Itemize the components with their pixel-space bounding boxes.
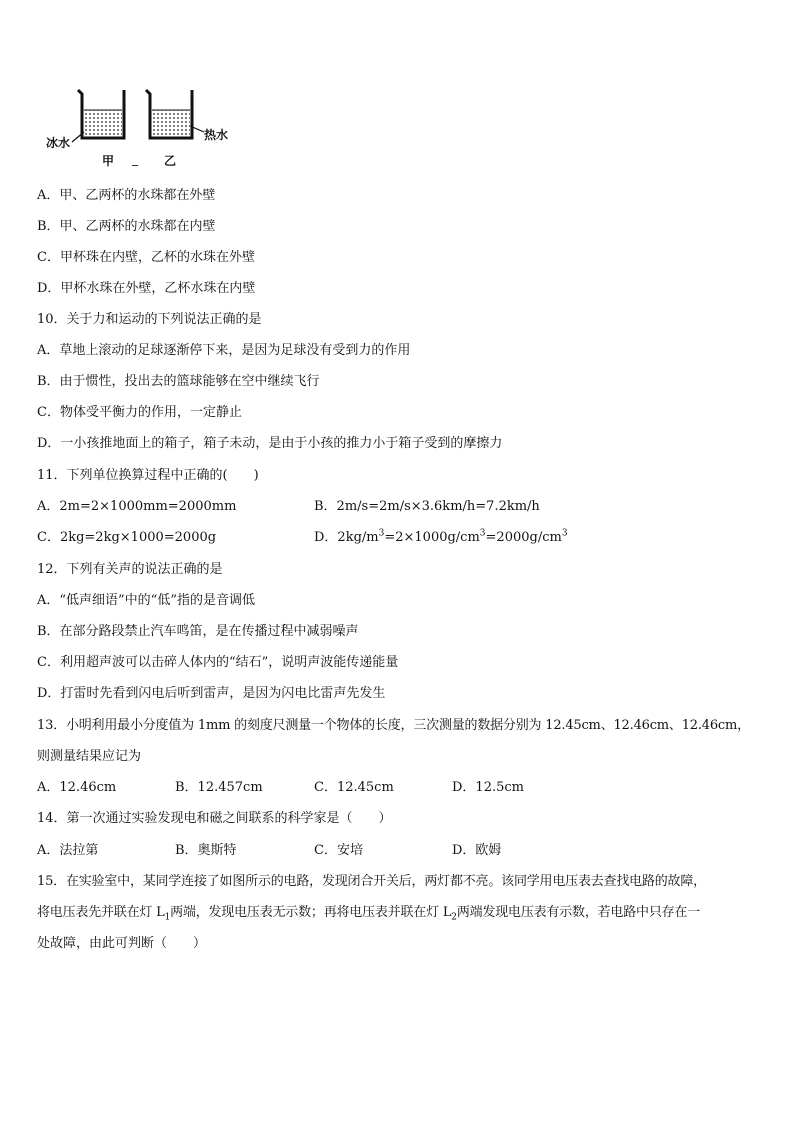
q11-stem: 11．下列单位换算过程中正确的( ) xyxy=(37,468,259,483)
q15-line1: 15．在实验室中，某同学连接了如图所示的电路，发现闭合开关后，两灯都不亮。该同学用电压表去查找电路的故障， xyxy=(37,874,706,889)
beaker-b xyxy=(146,90,204,138)
q11-option-c: C．2kg=2kg×1000=2000g xyxy=(37,530,217,545)
q11-option-d xyxy=(314,529,568,547)
q12-option-d: D．打雷时先看到闪电后听到雷声，是因为闪电比雷声先发生 xyxy=(37,686,386,701)
q12-option-c: C．利用超声波可以击碎人体内的“结石”，说明声波能传递能量 xyxy=(37,655,399,670)
q10-option-d: D．一小孩推地面上的箱子，箱子未动，是由于小孩的推力小于箱子受到的摩擦力 xyxy=(37,436,503,451)
beakers-figure xyxy=(40,84,240,170)
q14-stem: 14．第一次通过实验发现电和磁之间联系的科学家是（ ） xyxy=(37,811,392,826)
q15-line2 xyxy=(37,904,700,922)
beaker-a xyxy=(72,90,124,142)
q9-option-d: D．甲杯水珠在外壁，乙杯水珠在内壁 xyxy=(37,281,256,296)
q13-option-d: D．12.5cm xyxy=(452,780,524,795)
q11-d-sup2: 3 xyxy=(479,528,486,539)
q14-option-b: B．奥斯特 xyxy=(175,843,237,858)
q10-option-c: C．物体受平衡力的作用，一定静止 xyxy=(37,405,242,420)
q13-option-a: A．12.46cm xyxy=(37,780,117,795)
q15-l2-sub2: 2 xyxy=(451,912,457,923)
q13-stem-line2: 则测量结果应记为 xyxy=(37,749,142,764)
q9-option-c: C．甲杯珠在内壁，乙杯的水珠在外壁 xyxy=(37,250,255,265)
q15-l2-part1: 将电压表先并联在灯 L xyxy=(37,905,165,920)
q10-stem: 10．关于力和运动的下列说法正确的是 xyxy=(37,312,262,327)
q9-option-a: A．甲、乙两杯的水珠都在外壁 xyxy=(37,188,216,203)
cup-b-label: 乙 xyxy=(164,154,177,168)
q13-stem-line1: 13．小明利用最小分度值为 1mm 的刻度尺测量一个物体的长度，三次测量的数据分别为 12.45cm、12.46cm、12.46cm， xyxy=(37,718,750,733)
q11-d-part3: =2000g/cm xyxy=(485,530,562,545)
q13-option-b: B．12.457cm xyxy=(175,780,263,795)
hot-water-label: 热水 xyxy=(204,128,229,142)
q14-option-a: A．法拉第 xyxy=(37,843,99,858)
q9-option-b: B．甲、乙两杯的水珠都在内壁 xyxy=(37,219,216,234)
q12-stem: 12．下列有关声的说法正确的是 xyxy=(37,562,223,577)
q12-option-b: B．在部分路段禁止汽车鸣笛，是在传播过程中减弱噪声 xyxy=(37,624,359,639)
q14-option-d: D．欧姆 xyxy=(452,843,502,858)
cup-a-label: 甲 xyxy=(102,154,115,168)
q14-option-c: C．安培 xyxy=(314,843,363,858)
q11-d-sup3: 3 xyxy=(561,528,568,539)
q11-option-a: A．2m=2×1000mm=2000mm xyxy=(37,499,237,514)
q15-line3: 处故障，由此可判断（ ） xyxy=(37,936,207,951)
q11-d-part1: D．2kg/m xyxy=(314,530,379,545)
q10-option-a: A．草地上滚动的足球逐渐停下来，是因为足球没有受到力的作用 xyxy=(37,343,411,358)
q13-option-c: C．12.45cm xyxy=(314,780,394,795)
q12-option-a: A．“低声细语”中的“低”指的是音调低 xyxy=(37,593,255,608)
q11-d-part2: =2×1000g/cm xyxy=(384,530,480,545)
q15-l2-part2: 两端，发现电压表无示数；再将电压表并联在灯 L xyxy=(170,905,452,920)
figure-mark: _ xyxy=(132,152,138,166)
q11-option-b: B．2m/s=2m/s×3.6km/h=7.2km/h xyxy=(314,499,540,514)
q15-l2-sub1: 1 xyxy=(164,912,171,923)
q11-d-sup1: 3 xyxy=(378,528,385,539)
q15-l2-part3: 两端发现电压表有示数，若电路中只存在一 xyxy=(456,905,701,920)
ice-water-label: 冰水 xyxy=(46,136,71,150)
q10-option-b: B．由于惯性，投出去的篮球能够在空中继续飞行 xyxy=(37,374,320,389)
